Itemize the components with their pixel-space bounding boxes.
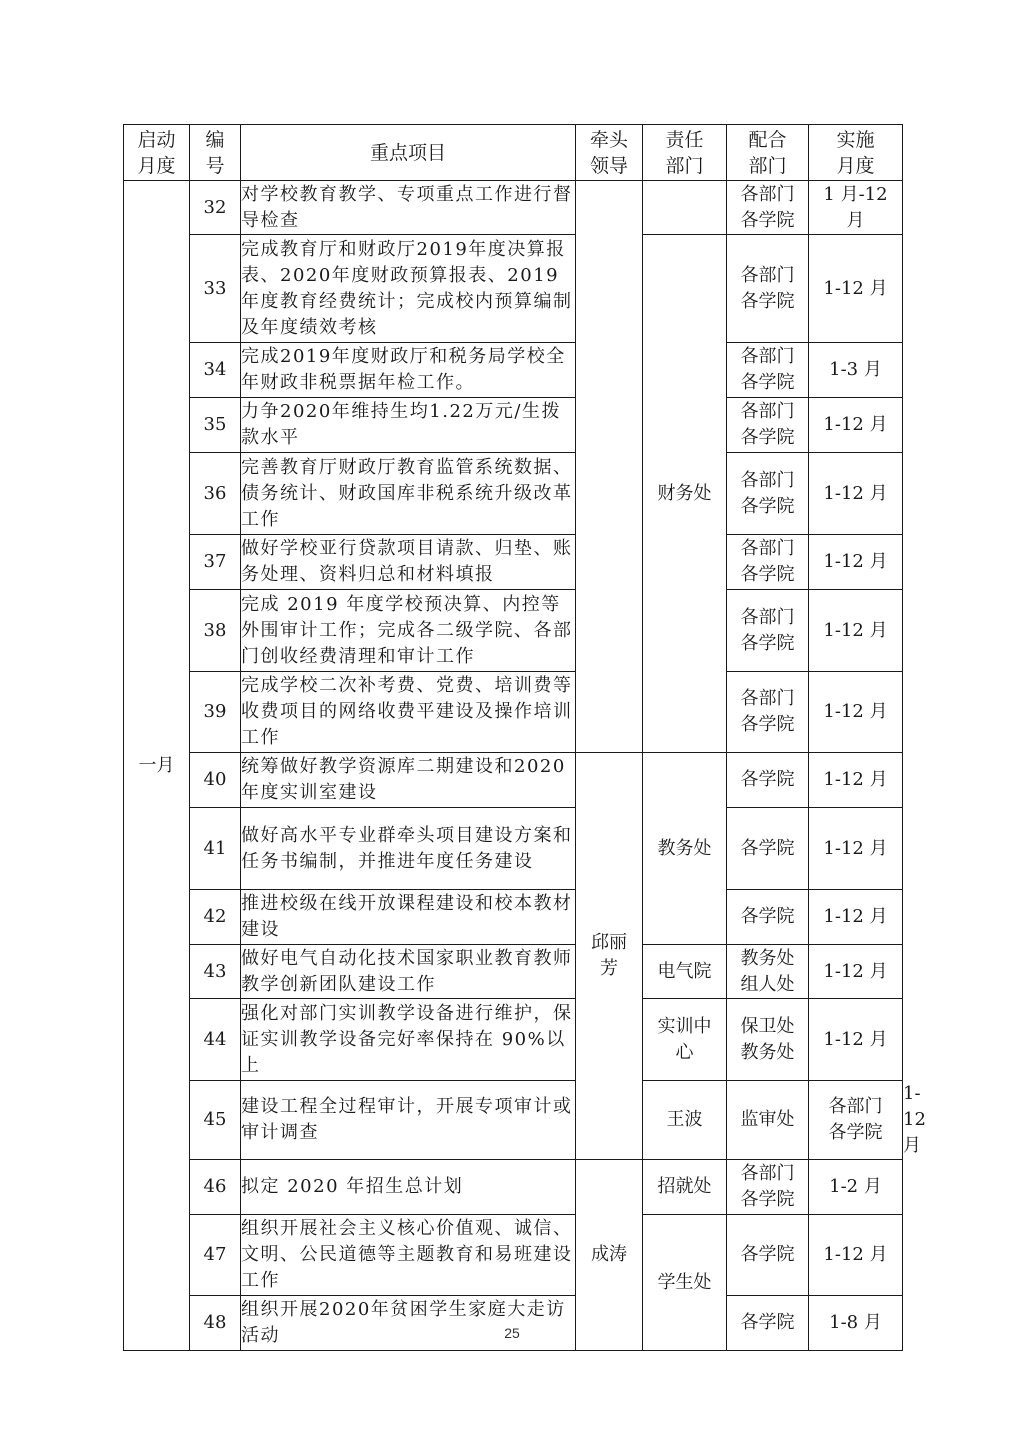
row-item: 对学校教育教学、专项重点工作进行督导检查	[241, 181, 576, 235]
row-number: 33	[190, 235, 241, 343]
row-number: 48	[190, 1296, 241, 1351]
row-item: 强化对部门实训教学设备进行维护，保证实训教学设备完好率保持在 90%以上	[241, 999, 576, 1081]
dept-cell: 财务处	[643, 235, 727, 753]
table-row	[124, 398, 903, 453]
row-item: 完成教育厅和财政厅2019年度决算报表、2020年度财政预算报表、2019年度教育经费统计；完成校内预算编制及年度绩效考核	[241, 235, 576, 343]
table-row	[124, 999, 903, 1081]
row-coop: 各部门 各学院	[727, 590, 809, 672]
row-period: 1-12 月	[809, 1215, 903, 1296]
table-row: 45 建设工程全过程审计，开展专项审计或审计调查 王波 监审处 各部门 各学院 1-12 月	[124, 1081, 903, 1160]
header-leader: 牵头 领导	[576, 125, 643, 181]
row-period: 1-12 月	[809, 890, 903, 945]
header-period: 实施 月度	[809, 125, 903, 181]
leader-cell: 成涛	[576, 1160, 643, 1351]
header-start-month: 启动 月度	[124, 125, 190, 181]
start-month-cell: 一月	[124, 181, 190, 1351]
row-coop: 各学院	[727, 753, 809, 808]
row-period: 1-12 月	[809, 535, 903, 590]
row-period: 1-12 月	[809, 808, 903, 890]
work-plan-table	[123, 124, 926, 1351]
row-coop: 各部门 各学院	[727, 181, 809, 235]
row-item: 拟定 2020 年招生总计划	[241, 1160, 576, 1215]
row-period: 1-12 月	[809, 999, 903, 1081]
row-number: 42	[190, 890, 241, 945]
dept-cell: 教务处	[643, 753, 727, 945]
row-number: 41	[190, 808, 241, 890]
dept-cell: 实训中 心	[643, 999, 727, 1081]
table-row	[124, 1160, 903, 1215]
row-item: 做好学校亚行贷款项目请款、归垫、账务处理、资料归总和材料填报	[241, 535, 576, 590]
table-row	[124, 753, 903, 808]
row-item: 统筹做好教学资源库二期建设和2020年度实训室建设	[241, 753, 576, 808]
table-header-row	[124, 125, 903, 181]
dept-cell	[643, 181, 727, 235]
row-coop: 保卫处 教务处	[727, 999, 809, 1081]
row-number: 40	[190, 753, 241, 808]
row-item: 完成学校二次补考费、党费、培训费等收费项目的网络收费平建设及操作培训工作	[241, 672, 576, 753]
table-row	[124, 343, 903, 398]
row-period: 1-12 月	[809, 453, 903, 535]
table-row	[124, 535, 903, 590]
leader-cell: 邱丽 芳	[576, 753, 643, 1160]
header-coop: 配合 部门	[727, 125, 809, 181]
row-number: 38	[190, 590, 241, 672]
row-number: 45	[190, 1081, 241, 1160]
header-item: 重点项目	[241, 125, 576, 181]
dept-cell: 招就处	[643, 1160, 727, 1215]
header-dept: 责任 部门	[643, 125, 727, 181]
row-period: 1-2 月	[809, 1160, 903, 1215]
dept-cell: 电气院	[643, 945, 727, 999]
row-period: 1-12 月	[809, 945, 903, 999]
table-row	[124, 808, 903, 890]
row-coop: 各学院	[727, 1296, 809, 1351]
leader-cell	[576, 181, 643, 753]
row-number: 39	[190, 672, 241, 753]
row-item: 做好电气自动化技术国家职业教育教师教学创新团队建设工作	[241, 945, 576, 999]
row-period: 1-12 月	[809, 753, 903, 808]
row-period: 1-3 月	[809, 343, 903, 398]
row-item: 完成2019年度财政厅和税务局学校全年财政非税票据年检工作。	[241, 343, 576, 398]
row-number: 32	[190, 181, 241, 235]
row-coop: 各部门 各学院	[727, 235, 809, 343]
row-period: 1-8 月	[809, 1296, 903, 1351]
row-coop: 各学院	[727, 1215, 809, 1296]
row-item: 力争2020年维持生均1.22万元/生拨款水平	[241, 398, 576, 453]
dept-cell: 监审处	[727, 1081, 809, 1160]
table-row	[124, 890, 903, 945]
table-row	[124, 672, 903, 753]
row-number: 34	[190, 343, 241, 398]
row-coop: 各部门 各学院	[727, 672, 809, 753]
row-item: 组织开展社会主义核心价值观、诚信、文明、公民道德等主题教育和易班建设工作	[241, 1215, 576, 1296]
row-number: 35	[190, 398, 241, 453]
leader-cell: 王波	[643, 1081, 727, 1160]
row-item: 做好高水平专业群牵头项目建设方案和任务书编制，并推进年度任务建设	[241, 808, 576, 890]
row-item: 建设工程全过程审计，开展专项审计或审计调查	[241, 1081, 576, 1160]
table-row	[124, 1215, 903, 1296]
row-item: 组织开展2020年贫困学生家庭大走访活动	[241, 1296, 576, 1351]
row-number: 37	[190, 535, 241, 590]
row-number: 43	[190, 945, 241, 999]
row-period: 1-12 月	[809, 672, 903, 753]
row-coop: 教务处 组人处	[727, 945, 809, 999]
row-coop: 各部门 各学院	[809, 1081, 903, 1160]
table-row	[124, 235, 903, 343]
dept-cell: 学生处	[643, 1215, 727, 1351]
page-number: 25	[504, 1325, 520, 1341]
row-item: 推进校级在线开放课程建设和校本教材建设	[241, 890, 576, 945]
row-item: 完善教育厅财政厅教育监管系统数据、债务统计、财政国库非税系统升级改革工作	[241, 453, 576, 535]
row-coop: 各部门 各学院	[727, 1160, 809, 1215]
row-coop: 各部门 各学院	[727, 453, 809, 535]
header-number: 编 号	[190, 125, 241, 181]
row-number: 46	[190, 1160, 241, 1215]
row-coop: 各部门 各学院	[727, 535, 809, 590]
row-period: 1-12 月	[809, 398, 903, 453]
row-period: 1 月-12 月	[809, 181, 903, 235]
table-row	[124, 453, 903, 535]
row-coop: 各学院	[727, 890, 809, 945]
row-coop: 各部门 各学院	[727, 343, 809, 398]
row-item: 完成 2019 年度学校预决算、内控等外围审计工作；完成各二级学院、各部门创收经费清理和审计工作	[241, 590, 576, 672]
table-row	[124, 181, 903, 235]
row-number: 44	[190, 999, 241, 1081]
row-number: 36	[190, 453, 241, 535]
table-row	[124, 945, 903, 999]
table-row	[124, 1296, 903, 1351]
row-period: 1-12 月	[809, 590, 903, 672]
row-coop: 各部门 各学院	[727, 398, 809, 453]
row-number: 47	[190, 1215, 241, 1296]
row-coop: 各学院	[727, 808, 809, 890]
table-row	[124, 590, 903, 672]
row-period: 1-12 月	[809, 235, 903, 343]
